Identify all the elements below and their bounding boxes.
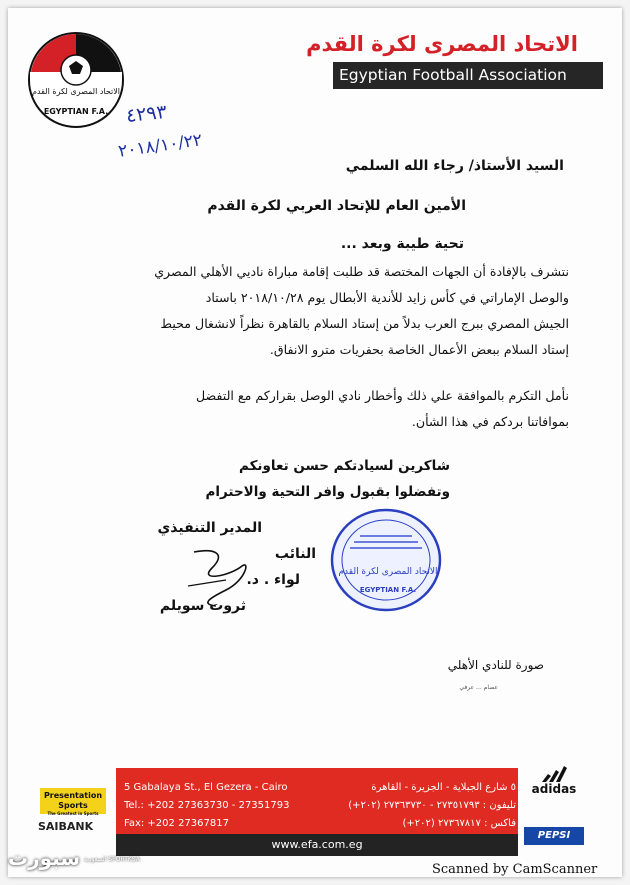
- sportksa-watermark: سبورت: [8, 846, 80, 870]
- sponsor-presentation: [40, 788, 106, 814]
- letter-page: [8, 8, 622, 877]
- sportksa-watermark-sub: السعودية SPORTKSA: [84, 856, 140, 863]
- greeting: تحية طيبة وبعد ...: [340, 236, 464, 252]
- org-name-arabic: الاتحاد المصرى لكرة القدم: [306, 32, 578, 56]
- crest-text-english: EGYPTIAN F.A.: [43, 107, 109, 116]
- paragraph1-line: والوصل الإماراتي في كأس زايد للأندية الأبطال يوم ٢٠١٨/١٠/٢٨ باستاد: [205, 290, 569, 305]
- sponsor-adidas: adidas: [531, 782, 577, 796]
- org-name-english: Egyptian Football Association: [333, 62, 603, 89]
- footer-address-en: 5 Gabalaya St., El Gezera - Cairo: [124, 782, 288, 793]
- signatory-name: ثروت سويلم: [159, 598, 246, 614]
- sponsor-presentation-name: Presentation Sports: [43, 791, 103, 810]
- recipient: السيد الأستاذ/ رجاء الله السلمي: [345, 158, 564, 174]
- paragraph1-line: الجيش المصري ببرج العرب بدلاً من إستاد السلام بالقاهرة نظراً لانشغال محيط: [160, 316, 569, 331]
- adidas-stripes-icon: [540, 764, 568, 782]
- sponsor-presentation-sub: The Greatest in Sports: [47, 811, 99, 816]
- sponsor-saib: SAIBANK: [38, 820, 94, 833]
- efa-stamp-icon: [330, 508, 442, 612]
- closing-line: شاكرين لسيادتكم حسن تعاونكم: [238, 458, 450, 474]
- paragraph1-line: نتشرف بالإفادة أن الجهات المختصة قد طلبت إقامة مباراة ناديي الأهلي المصري: [154, 264, 569, 279]
- reference-date: ٢٠١٨/١٠/٢٢: [117, 130, 204, 162]
- stamp-text-english: EGYPTIAN F.A.: [359, 586, 417, 594]
- efa-crest-icon: [26, 30, 126, 130]
- footer-fax-en: Fax: +202 27367817: [124, 818, 229, 829]
- signatory-deputy: النائب: [274, 546, 316, 562]
- footer-address-ar: ٥ شارع الجبلاية - الجزيرة - القاهرة: [371, 782, 516, 793]
- reference-number: ٤٢٩٣: [124, 100, 168, 128]
- sponsor-pepsi: PEPSI: [524, 827, 584, 845]
- cc-note: عصام ... عرفي: [459, 684, 498, 691]
- signature-icon: [186, 546, 256, 610]
- footer-tel-en: Tel.: +202 27363730 - 27351793: [124, 800, 290, 811]
- paragraph1-line: إستاد السلام ببعض الأعمال الخاصة بحفريات مترو الانفاق.: [269, 342, 569, 357]
- signatory-rank: لواء . د.: [246, 572, 300, 588]
- footer-fax-ar: فاكس : ٢٧٣٦٧٨١٧ (٢٠٢+): [402, 818, 516, 829]
- footer-website: www.efa.com.eg: [116, 834, 518, 856]
- recipient-title: الأمين العام للإتحاد العربي لكرة القدم: [207, 198, 466, 214]
- paragraph2-line: بموافاتنا بردكم في هذا الشأن.: [411, 414, 569, 429]
- closing-line: وتفضلوا بقبول وافر التحية والاحترام: [205, 484, 450, 500]
- signatory-title: المدير التنفيذي: [157, 520, 262, 536]
- footer-tel-ar: تليفون : ٢٧٣٥١٧٩٣ - ٢٧٣٦٣٧٣٠ (٢٠٢+): [348, 800, 516, 811]
- camscanner-label: Scanned by CamScanner: [432, 862, 598, 877]
- stamp-text-arabic: الاتحاد المصرى لكرة القدم: [338, 567, 438, 577]
- paragraph2-line: نأمل التكرم بالموافقة علي ذلك وأخطار نادي الوصل بقراركم مع التفضل: [195, 388, 569, 403]
- crest-text-arabic: الاتحاد المصرى لكرة القدم: [31, 87, 121, 96]
- cc-line: صورة للنادي الأهلي: [447, 658, 544, 672]
